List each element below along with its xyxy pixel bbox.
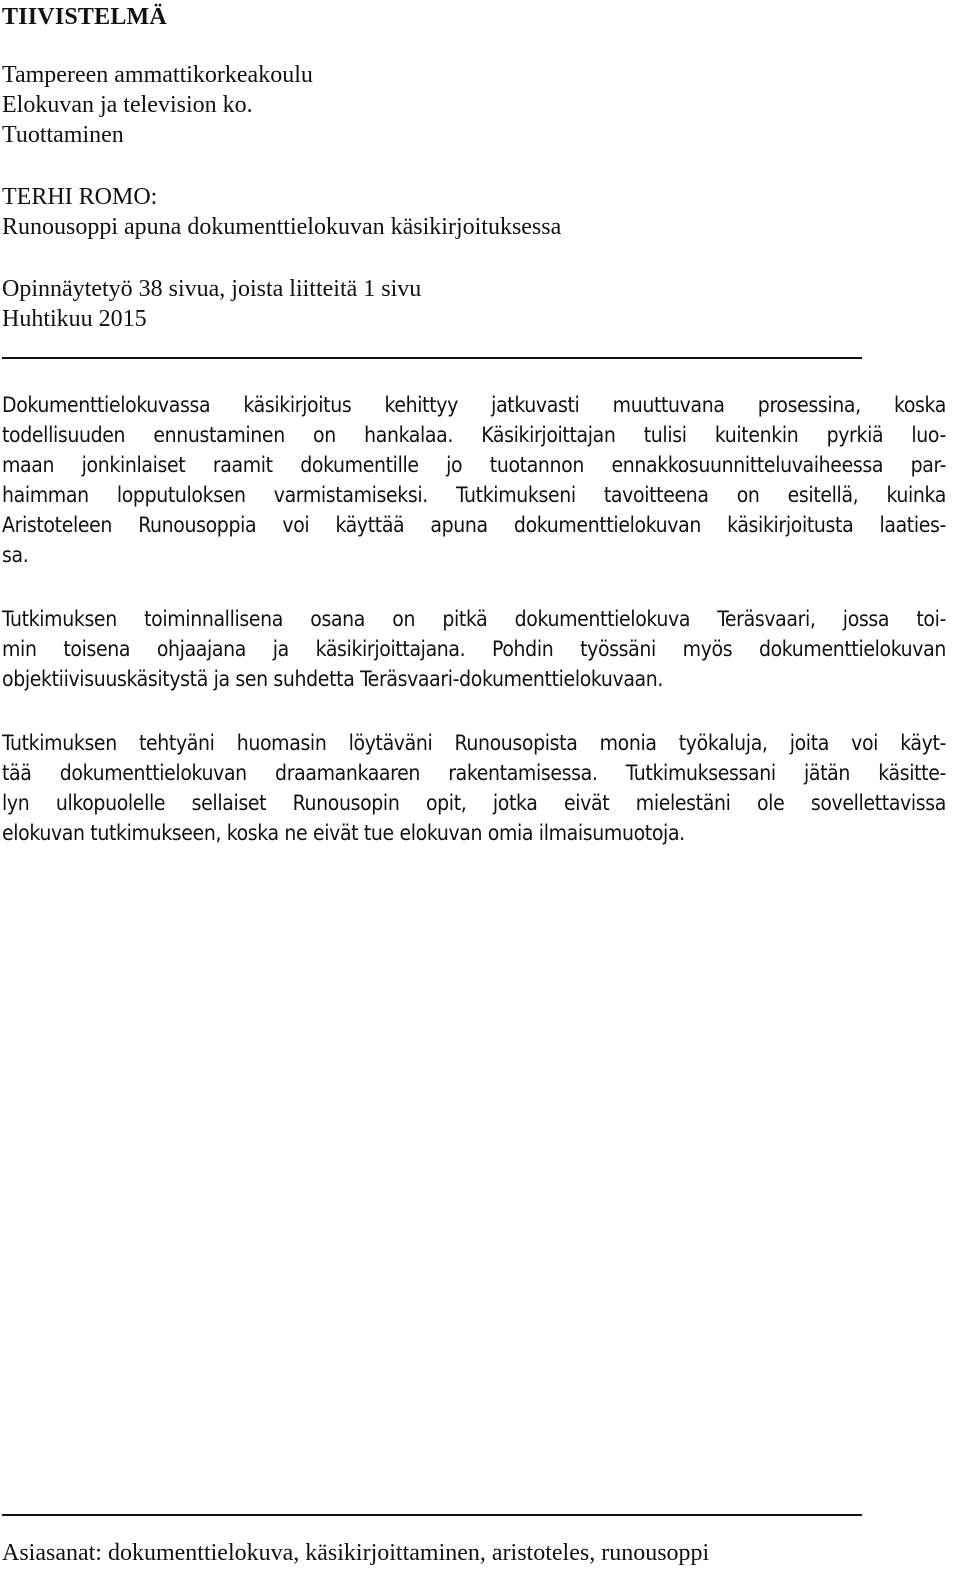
paragraph-line: haimman lopputuloksen varmistamiseksi. Tutkimukseni tavoitteena on esitellä, kuinka bbox=[2, 483, 946, 507]
paragraph-line: Dokumenttielokuvassa käsikirjoitus kehittyy jatkuvasti muuttuvana prosessina, koska bbox=[2, 393, 946, 417]
specialization: Tuottaminen bbox=[2, 122, 124, 148]
thesis-details-block bbox=[2, 274, 421, 334]
paragraph-line: tää dokumenttielokuvan draamankaaren rakentamisessa. Tutkimuksessani jätän käsitte- bbox=[2, 761, 946, 785]
paragraph-line: Tutkimuksen tehtyäni huomasin löytäväni Runousopista monia työkaluja, joita voi käyt- bbox=[2, 731, 946, 755]
paragraph-line: min toisena ohjaajana ja käsikirjoittajana. Pohdin työssäni myös dokumenttielokuvan bbox=[2, 637, 946, 661]
page-heading: TIIVISTELMÄ bbox=[2, 4, 167, 30]
paragraph-line: Tutkimuksen toiminnallisena osana on pitkä dokumenttielokuva Teräsvaari, jossa toi- bbox=[2, 607, 946, 631]
author-name: TERHI ROMO: bbox=[2, 184, 158, 210]
paragraph-line: sa. bbox=[2, 543, 29, 567]
abstract-paragraph-1 bbox=[2, 390, 946, 570]
thesis-title: Runousoppi apuna dokumenttielokuvan käsikirjoituksessa bbox=[2, 214, 562, 240]
page-count: Opinnäytetyö 38 sivua, joista liitteitä 1 sivu bbox=[2, 276, 422, 302]
paragraph-line: elokuvan tutkimukseen, koska ne eivät tue elokuvan omia ilmaisumuotoja. bbox=[2, 821, 685, 845]
paragraph-line: maan jonkinlaiset raamit dokumentille jo tuotannon ennakkosuunnitteluvaiheessa par- bbox=[2, 453, 946, 477]
publication-date: Huhtikuu 2015 bbox=[2, 306, 147, 332]
paragraph-line: todellisuuden ennustaminen on hankalaa. Käsikirjoittajan tulisi kuitenkin pyrkiä luo- bbox=[2, 423, 946, 447]
paragraph-line: lyn ulkopuolelle sellaiset Runousopin opit, jotka eivät mielestäni ole sovellettavissa bbox=[2, 791, 946, 815]
author-title-block bbox=[2, 182, 561, 242]
school-name: Tampereen ammattikorkeakoulu bbox=[2, 62, 313, 88]
paragraph-line: objektiivisuuskäsitystä ja sen suhdetta Teräsvaari-dokumenttielokuvaan. bbox=[2, 667, 664, 691]
top-divider bbox=[2, 357, 862, 359]
keywords-line: Asiasanat: dokumenttielokuva, käsikirjoittaminen, aristoteles, runousoppi bbox=[2, 1540, 710, 1566]
institution-block bbox=[2, 60, 313, 150]
abstract-paragraph-2 bbox=[2, 604, 946, 694]
bottom-divider bbox=[2, 1514, 862, 1516]
degree-programme: Elokuvan ja television ko. bbox=[2, 92, 253, 118]
abstract-paragraph-3 bbox=[2, 728, 946, 848]
paragraph-line: Aristoteleen Runousoppia voi käyttää apuna dokumenttielokuvan käsikirjoitusta laaties- bbox=[2, 513, 946, 537]
